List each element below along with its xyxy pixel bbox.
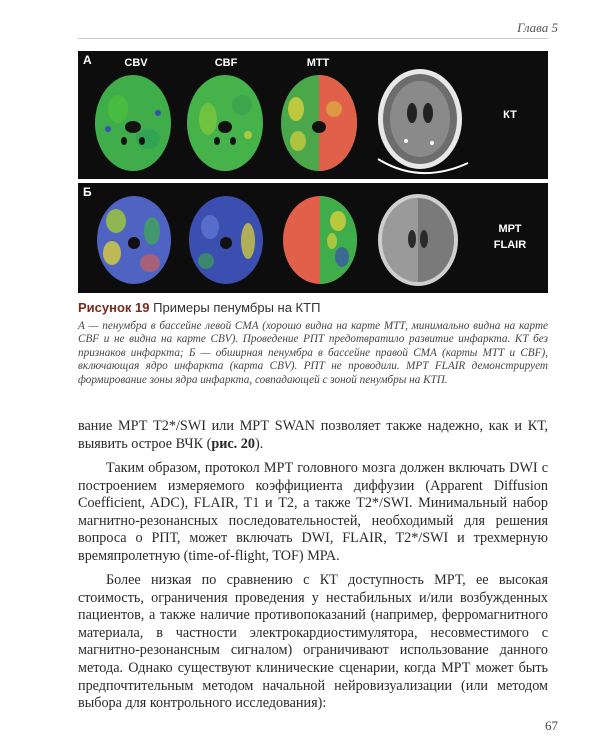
paragraph-1-end: ).	[254, 435, 264, 452]
brain-cbf-image-a	[180, 69, 270, 177]
brain-cbv-image-a	[88, 69, 178, 177]
cbf-label: CBF	[214, 57, 238, 69]
ct-side-label: КТ	[503, 109, 517, 121]
page-number: 67	[545, 718, 558, 733]
figure-number: Рисунок 19	[78, 300, 150, 315]
brain-cbv-image-b	[90, 191, 178, 289]
panel-a-letter: А	[83, 53, 92, 67]
paragraph-2: Таким образом, протокол МРТ головного мозга должен включать DWI с построением измеряемого коэффициента диффузии (Apparent Diffusion Coefficient, ADC), FLAIR, T1 и T2, а также T2*/SWI. Минимальный набор магнитно-резонансных последовательностей, необходимый для решения вопроса о РПТ, может включать DWI, FLAIR, T2*/SWI и трехмерную времяпролетную (time-of-flight, TOF) МРА.	[78, 460, 548, 564]
figure-panel-b	[78, 183, 548, 293]
figure-description: А — пенумбра в бассейне левой СМА (хорошо видна на карте МТТ, минимально видна на карте CBF и не видна на карте CBV). Проведение РПТ предотвратило развитие инфаркта. КТ без признаков инфаркта; Б — обширная пенумбра в бассейне правой СМА (карты МТТ и CBF), включающая ядро инфаркта (карта CBV). РПТ не проводили. МРТ FLAIR демонстрирует формирование зоны ядра инфаркта, совпадающей с зоной пенумбры на КТП.	[78, 320, 548, 386]
brain-cbf-image-b	[182, 191, 270, 289]
paragraph-1	[78, 418, 548, 453]
panel-b-letter: Б	[83, 185, 92, 199]
cbv-label: CBV	[124, 57, 148, 69]
figure-ref-link: рис. 20	[211, 435, 255, 452]
brain-ct-image-a	[368, 63, 478, 179]
figure-title	[78, 300, 548, 315]
flair-side-label	[478, 221, 542, 253]
figure-title-text: Примеры пенумбры на КТП	[153, 300, 321, 315]
figure-panel-a	[78, 51, 548, 179]
flair-label-line2: FLAIR	[493, 239, 527, 251]
brain-mtt-image-b	[276, 191, 364, 289]
paragraph-3: Более низкая по сравнению с КТ доступность МРТ, ее высокая стоимость, ограничения проведения у нестабильных и/или возбужденных пациентов, а также наличие противопоказаний (например, ферромагнитного материала, в частности электрокардиостимулятора, несовместимого с магнитно-резонансным сигналом) ограничивают использование данного метода. Однако существуют клинические сценарии, когда МРТ может быть предпочтительным методом начальной нейровизуализации (или методом выбора для контрольного исследования):	[78, 572, 548, 712]
brain-flair-image-b	[370, 189, 466, 291]
brain-mtt-image-a	[274, 69, 364, 177]
paragraph-1-start: вание МРТ T2*/SWI или МРТ SWAN позволяет также надежно, как и КТ, выявить острое ВЧК (	[78, 418, 548, 452]
header-rule	[78, 38, 548, 39]
mtt-label: MTT	[306, 57, 330, 69]
running-head: Глава 5	[517, 20, 558, 35]
flair-label-line1: МРТ	[498, 223, 522, 235]
